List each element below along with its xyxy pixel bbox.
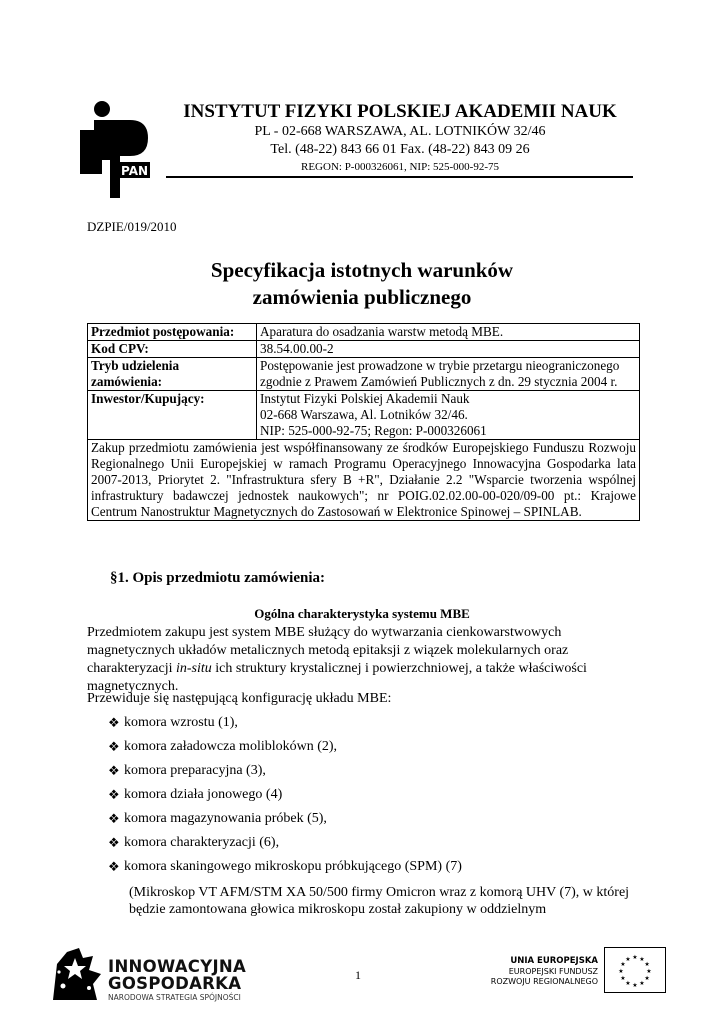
value-line: Instytut Fizyki Polskiej Akademii Nauk <box>260 391 470 406</box>
institute-phone: Tel. (48-22) 843 66 01 Fax. (48-22) 843 09 26 <box>270 142 530 157</box>
reference-number: DZPIE/019/2010 <box>87 219 177 234</box>
table-row <box>88 358 640 391</box>
row-key: Przedmiot postępowania: <box>88 324 257 341</box>
eu-star-icon: ★ <box>620 975 626 982</box>
eu-star-icon: ★ <box>644 975 650 982</box>
item-text: komora działa jonowego (4) <box>124 787 283 802</box>
table-row <box>88 391 640 440</box>
list-item <box>108 786 462 810</box>
item-text: komora skaningowego mikroskopu próbkującego (SPM) (7) <box>124 859 462 874</box>
row-value <box>257 391 640 440</box>
value-line: Aparatura do osadzania warstw metodą MBE. <box>260 324 504 339</box>
list-item <box>108 762 462 786</box>
item-text: komora załadowcza moliblokówn (2), <box>124 739 338 754</box>
eu-star-icon: ★ <box>625 955 631 963</box>
innowacyjna-gospodarka-logo-icon <box>49 944 105 1002</box>
list-item <box>108 738 462 762</box>
diamond-bullet-icon: ❖ <box>108 715 120 730</box>
logo-text: PAN <box>121 164 149 178</box>
item-text: komora magazynowania próbek (5), <box>124 811 327 826</box>
institute-name: INSTYTUT FIZYKI POLSKIEJ AKADEMII NAUK <box>183 101 617 122</box>
innowacyjna-gospodarka-text <box>108 958 246 1002</box>
diamond-bullet-icon: ❖ <box>108 763 120 778</box>
item-text: komora charakteryzacji (6), <box>124 835 280 850</box>
diamond-bullet-icon: ❖ <box>108 835 120 850</box>
ifpan-logo <box>80 100 150 198</box>
chamber-list <box>108 714 462 882</box>
para-text: ich struktury krystalicznej i powierzchniowej, a także właściwości magnetycznych. <box>87 661 587 694</box>
row-key: Tryb udzielenia zamówienia: <box>88 358 257 391</box>
value-line: 02-668 Warszawa, Al. Lotników 32/46. <box>260 407 468 422</box>
diamond-bullet-icon: ❖ <box>108 811 120 826</box>
funding-note: Zakup przedmiotu zamówienia jest współfinansowany ze środków Europejskiego Funduszu Rozwoju Regionalnego Unii Europejskiej w ramach Programu Operacyjnego Innowacyjna Gospodarka lata 2007-2013, Priorytet 2. "Infrastruktura sfery B +R", Działanie 2.2 "Wsparcie tworzenia wspólnej infrastruktury badawczej jednostek naukowych"; nr POIG.02.02.00-00-020/09-00 pt.: Krajowe Centrum Nanostruktur Magnetycznych do Zastosowań w Elektronice Spinowej – SPINLAB. <box>88 440 640 521</box>
eu-star-icon: ★ <box>639 955 645 963</box>
eu-star-icon: ★ <box>632 982 638 989</box>
eu-star-icon: ★ <box>618 968 624 975</box>
eu-star-icon: ★ <box>639 980 645 988</box>
list-item <box>108 810 462 834</box>
eu-star-icon: ★ <box>646 968 652 975</box>
item-text: komora preparacyjna (3), <box>124 763 266 778</box>
table-row <box>88 324 640 341</box>
value-line: Postępowanie jest prowadzone w trybie przetargu nieograniczonego <box>260 358 620 373</box>
eu-line1: UNIA EUROPEJSKA <box>510 956 598 966</box>
ig-line1: INNOWACYJNA <box>108 957 247 976</box>
section-heading: §1. Opis przedmiotu zamówienia: <box>110 570 325 586</box>
row-key: Kod CPV: <box>88 341 257 358</box>
value-line: NIP: 525-000-92-75; Regon: P-000326061 <box>260 423 487 438</box>
row-value <box>257 358 640 391</box>
table-row <box>88 341 640 358</box>
page-number: 1 <box>355 968 361 982</box>
spec-table <box>87 323 640 521</box>
paragraph-subject <box>87 624 640 696</box>
institute-ids: REGON: P-000326061, NIP: 525-000-92-75 <box>301 161 499 173</box>
eu-fund-text <box>470 956 598 987</box>
row-key: Inwestor/Kupujący: <box>88 391 257 440</box>
document-title <box>87 257 637 311</box>
diamond-bullet-icon: ❖ <box>108 859 120 874</box>
para-italic: in-situ <box>176 661 212 676</box>
diamond-bullet-icon: ❖ <box>108 739 120 754</box>
list-item <box>108 714 462 738</box>
document-title-line2: zamówienia publicznego <box>252 285 472 309</box>
paragraph-config: Przewiduje się następującą konfigurację układu MBE: <box>87 691 392 706</box>
institute-address: PL - 02-668 WARSZAWA, AL. LOTNIKÓW 32/46 <box>254 124 546 139</box>
eu-star-icon: ★ <box>625 980 631 988</box>
eu-star-icon: ★ <box>644 961 650 968</box>
table-row <box>88 440 640 521</box>
eu-star-icon: ★ <box>632 954 638 961</box>
eu-flag-icon <box>604 947 666 993</box>
item-text: komora wzrostu (1), <box>124 715 238 730</box>
value-line: zgodnie z Prawem Zamówień Publicznych z dn. 29 stycznia 2004 r. <box>260 374 618 389</box>
row-value <box>257 324 640 341</box>
eu-star-icon: ★ <box>620 961 626 968</box>
header-rule <box>166 176 633 178</box>
value-line: 38.54.00.00-2 <box>260 341 334 356</box>
paragraph-microscope: (Mikroskop VT AFM/STM XA 50/500 firmy Omicron wraz z komorą UHV (7), w której będzie zamontowana głowica mikroskopu został zakupiony w oddzielnym <box>129 885 630 917</box>
diamond-bullet-icon: ❖ <box>108 787 120 802</box>
eu-line3: ROZWOJU REGIONALNEGO <box>490 977 598 986</box>
para-text: Przedmiotem zakupu jest system MBE służący do wytwarzania cienkowarstwowych magnetycznych układów metalicznych metodą epitaksji z wiązek molekularnych oraz charakteryzacji <box>87 625 569 676</box>
eu-line2: EUROPEJSKI FUNDUSZ <box>508 967 598 976</box>
section-subheading: Ogólna charakterystyka systemu MBE <box>254 606 470 621</box>
list-item <box>108 834 462 858</box>
ig-line2: GOSPODARKA <box>108 974 242 993</box>
document-title-line1: Specyfikacja istotnych warunków <box>210 258 514 282</box>
row-value <box>257 341 640 358</box>
ig-line3: NARODOWA STRATEGIA SPÓJNOŚCI <box>108 993 241 1002</box>
list-item <box>108 858 462 882</box>
